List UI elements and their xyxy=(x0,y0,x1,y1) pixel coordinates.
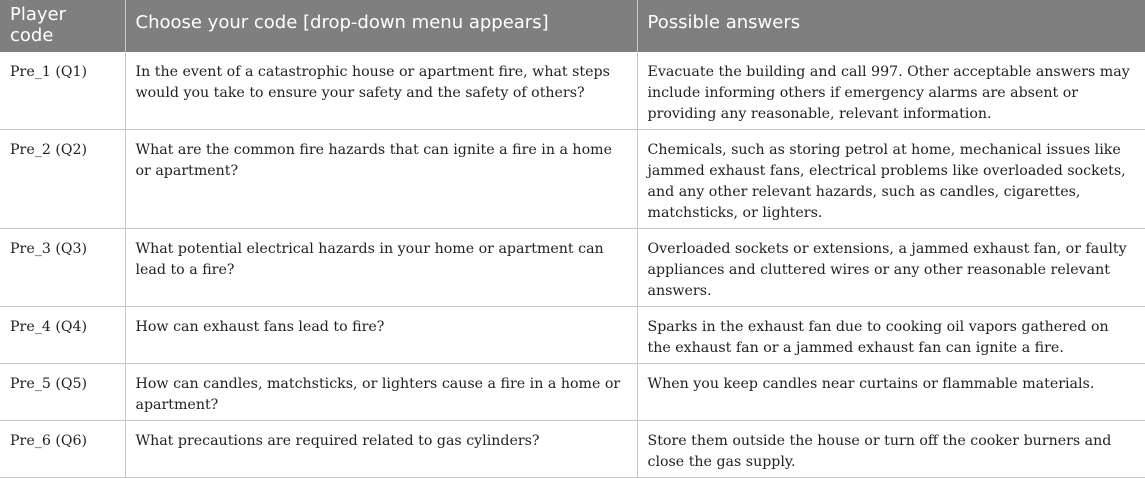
player-code-cell: Pre_1 (Q1) xyxy=(0,52,125,130)
table-row xyxy=(0,229,1145,307)
player-code-cell: Pre_4 (Q4) xyxy=(0,307,125,364)
question-cell: How can candles, matchsticks, or lighters cause a fire in a home or apartment? xyxy=(125,364,637,421)
player-code-cell: Pre_6 (Q6) xyxy=(0,421,125,478)
header-possible-answers: Possible answers xyxy=(637,0,1145,52)
answer-cell: Store them outside the house or turn off the cooker burners and close the gas supply. xyxy=(637,421,1145,478)
answer-cell: When you keep candles near curtains or flammable materials. xyxy=(637,364,1145,421)
answer-cell: Sparks in the exhaust fan due to cooking oil vapors gathered on the exhaust fan or a jammed exhaust fan can ignite a fire. xyxy=(637,307,1145,364)
player-code-cell: Pre_2 (Q2) xyxy=(0,130,125,229)
header-choose-code: Choose your code [drop-down menu appears] xyxy=(125,0,637,52)
table-row xyxy=(0,421,1145,478)
question-cell: How can exhaust fans lead to fire? xyxy=(125,307,637,364)
answer-cell: Chemicals, such as storing petrol at home, mechanical issues like jammed exhaust fans, electrical problems like overloaded sockets, and any other relevant hazards, such as candles, cigarettes, matchsticks, or lighters. xyxy=(637,130,1145,229)
header-player-code: Player code xyxy=(0,0,125,52)
question-cell: What precautions are required related to gas cylinders? xyxy=(125,421,637,478)
answer-cell: Overloaded sockets or extensions, a jammed exhaust fan, or faulty appliances and cluttered wires or any other reasonable relevant answers. xyxy=(637,229,1145,307)
question-cell: In the event of a catastrophic house or apartment fire, what steps would you take to ensure your safety and the safety of others? xyxy=(125,52,637,130)
question-cell: What are the common fire hazards that can ignite a fire in a home or apartment? xyxy=(125,130,637,229)
player-code-cell: Pre_5 (Q5) xyxy=(0,364,125,421)
answer-cell: Evacuate the building and call 997. Other acceptable answers may include informing others if emergency alarms are absent or providing any reasonable, relevant information. xyxy=(637,52,1145,130)
player-code-cell: Pre_3 (Q3) xyxy=(0,229,125,307)
question-cell: What potential electrical hazards in your home or apartment can lead to a fire? xyxy=(125,229,637,307)
table-header-row xyxy=(0,0,1145,52)
table-row xyxy=(0,364,1145,421)
table-row xyxy=(0,52,1145,130)
table-row xyxy=(0,130,1145,229)
table-row xyxy=(0,307,1145,364)
